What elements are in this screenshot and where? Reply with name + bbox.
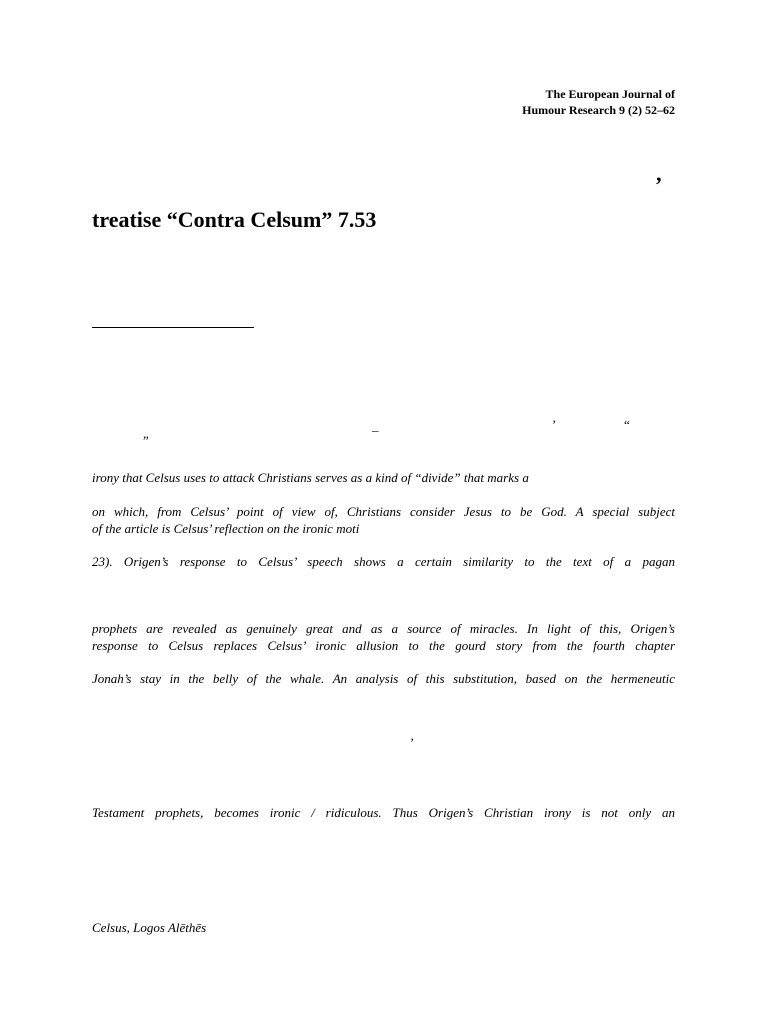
stray-close-quote: ” bbox=[143, 433, 149, 448]
journal-name: The European Journal of bbox=[545, 87, 675, 101]
abstract-line-7: Jonah’s stay in the belly of the whale. An analysis of this substitution, based on the hermeneutic bbox=[92, 671, 675, 686]
journal-header bbox=[522, 86, 675, 118]
abstract-line-6: response to Celsus replaces Celsus’ ironic allusion to the gourd story from the fourth chapter bbox=[92, 638, 675, 653]
abstract-line-4: 23). Origen’s response to Celsus’ speech shows a certain similarity to the text of a pagan bbox=[92, 554, 675, 569]
abstract-line-3: of the article is Celsus’ reflection on the ironic moti bbox=[92, 521, 360, 536]
journal-issue: Humour Research 9 (2) 52–62 bbox=[522, 103, 675, 117]
title-comma: ’ bbox=[655, 172, 663, 197]
abstract-line-2: on which, from Celsus’ point of view of, Christians consider Jesus to be God. A special subject bbox=[92, 504, 675, 519]
stray-open-quote: “ bbox=[624, 417, 630, 432]
stray-apostrophe: ’ bbox=[552, 417, 557, 432]
title-rule bbox=[92, 327, 254, 328]
abstract-line-5: prophets are revealed as genuinely great and as a source of miracles. In light of this, Origen’s bbox=[92, 621, 675, 636]
keywords: Celsus, Logos Alēthēs bbox=[92, 920, 207, 935]
abstract-line-8: Testament prophets, becomes ironic / ridiculous. Thus Origen’s Christian irony is not only an bbox=[92, 805, 675, 820]
stray-dash: _ bbox=[372, 418, 379, 433]
stray-apostrophe-2: ’ bbox=[410, 735, 415, 750]
article-title: treatise “Contra Celsum” 7.53 bbox=[92, 207, 377, 232]
abstract-line-1: irony that Celsus uses to attack Christians serves as a kind of “divide” that marks a bbox=[92, 470, 529, 485]
